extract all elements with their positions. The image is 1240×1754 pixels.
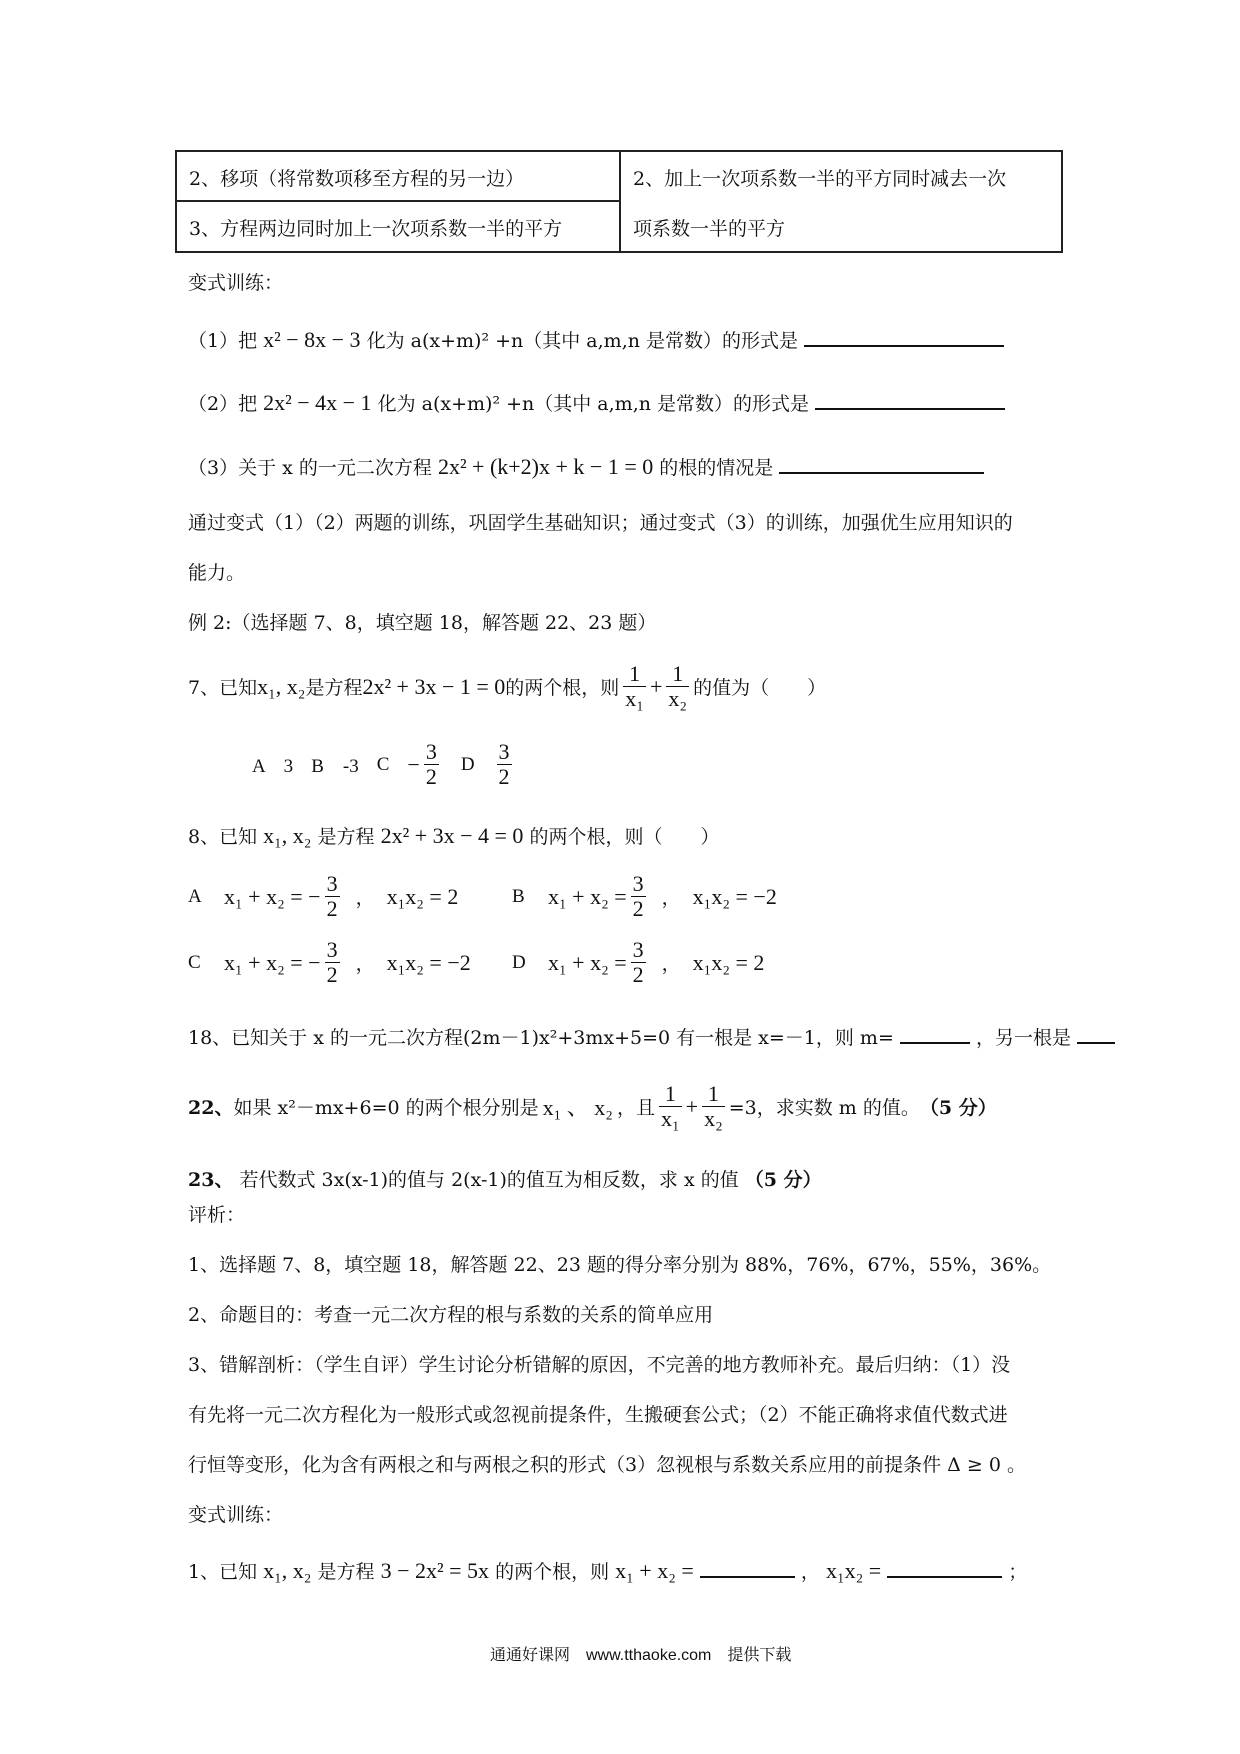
method-table [175, 150, 1063, 253]
q3-prefix: （3）关于 x 的一元二次方程 [188, 457, 432, 479]
q7-option-c-label: C [376, 753, 390, 775]
q8-option-d: D x₁ + x₂ = $\frac{3}{2}$ ， x₁x₂ = 2 [512, 937, 765, 987]
q8-mid: 是方程 [317, 826, 375, 848]
question-8 [188, 822, 719, 849]
q7-frac-1-over-x1: $\frac{1}{\text{x₁}}$ [625, 661, 644, 711]
section1-summary-line1: 通过变式（1）（2）两题的训练，巩固学生基础知识；通过变式（3）的训练，加强优生应用知识的 [188, 512, 1013, 534]
q8-suffix: 的两个根，则（ ） [529, 826, 720, 848]
s2q1-end: ； [1008, 1561, 1028, 1583]
question-18 [188, 1022, 1115, 1050]
q2-suffix: 化为 a(x+m)² +n（其中 a,m,n 是常数）的形式是 [377, 393, 810, 415]
q7-option-d-value: $\frac{3}{2}$ [498, 739, 510, 789]
q8-option-a: A x₁ + x₂ = − $\frac{3}{2}$ ， x₁x₂ = 2 [188, 871, 459, 921]
q3-answer-blank[interactable] [779, 452, 984, 474]
s2q1-equation: 3 − 2x² = 5x [380, 1558, 490, 1583]
q22-plus: + [685, 1093, 699, 1119]
section1-q2 [188, 388, 1005, 416]
q7-option-c-value: − $\frac{3}{2}$ [407, 739, 437, 789]
analysis-p3-line1: 3、错解剖析：（学生自评）学生讨论分析错解的原因，不完善的地方教师补充。最后归纳：（1）没 [188, 1354, 1011, 1376]
s2q1-vars: x₁, x₂ [263, 1558, 312, 1583]
question-23 [188, 1165, 822, 1192]
q7-option-a: A 3 [252, 756, 294, 777]
q18-mid: ，另一根是 [975, 1027, 1071, 1049]
q2-expression: 2x² − 4x − 1 [263, 390, 372, 415]
q22-score: （5 分） [919, 1097, 997, 1119]
q7-suffix: 的值为（ ） [693, 677, 827, 699]
table-left-row2: 3、方程两边同时加上一次项系数一半的平方 [189, 218, 563, 240]
s2q1-sum-blank[interactable] [700, 1556, 795, 1578]
table-right-line1: 2、加上一次项系数一半的平方同时减去一次 [633, 168, 1007, 190]
q22-text2: ，且 [616, 1097, 655, 1119]
q22-text1: 如果 x²－mx+6=0 的两个根分别是 [233, 1097, 539, 1119]
q8-option-b: B x₁ + x₂ = $\frac{3}{2}$ ， x₁x₂ = −2 [512, 871, 777, 921]
analysis-heading: 评析： [188, 1204, 246, 1226]
s2q1-mid: 是方程 [317, 1561, 375, 1583]
q7-plus: + [649, 673, 663, 699]
q3-suffix: 的根的情况是 [659, 457, 774, 479]
s2q1-mid2: 的两个根，则 [495, 1561, 610, 1583]
section2-q1 [188, 1556, 1027, 1584]
q18-root-blank[interactable] [1077, 1022, 1115, 1044]
q22-vars: x₁ 、 x₂ [542, 1095, 613, 1120]
q23-text: 若代数式 3x(x-1)的值与 2(x-1)的值互为相反数，求 x 的值 [239, 1169, 739, 1191]
s2q1-comma: ， [800, 1561, 820, 1583]
question-7 [188, 662, 826, 711]
table-right-line2: 项系数一半的平方 [633, 218, 786, 240]
q2-answer-blank[interactable] [815, 388, 1005, 410]
q7-frac-1-over-x2: $\frac{1}{\text{x₂}}$ [668, 661, 688, 711]
q22-frac-1-over-x2: $\frac{1}{\text{x₂}}$ [704, 1081, 723, 1131]
q18-text: 18、已知关于 x 的一元二次方程(2m－1)x²+3mx+5=0 有一根是 x=－1，则 m= [188, 1027, 894, 1049]
s2q1-product: x₁x₂ = [825, 1558, 882, 1583]
q8-prefix: 8、已知 [188, 826, 258, 848]
analysis-p3-line3: 行恒等变形，化为含有两根之和与两根之积的形式（3）忽视根与系数关系应用的前提条件 Δ ≥ 0 。 [188, 1454, 1026, 1476]
table-left-row1: 2、移项（将常数项移至方程的另一边） [189, 168, 525, 190]
question-22 [188, 1082, 997, 1131]
q7-equation: 2x² + 3x − 1 = 0 [362, 673, 506, 699]
q2-prefix: （2）把 [188, 393, 258, 415]
q1-prefix: （1）把 [188, 330, 258, 352]
q7-prefix: 7、已知 [188, 677, 258, 699]
example2-heading: 例 2:（选择题 7、8，填空题 18，解答题 22、23 题） [188, 612, 657, 634]
q7-vars: x₁, x₂ [257, 673, 306, 699]
section2-heading: 变式训练： [188, 1504, 284, 1526]
section1-q3 [188, 452, 984, 480]
table-divider-vertical [619, 152, 621, 251]
section1-summary-line2: 能力。 [188, 562, 246, 584]
q7-option-d-label: D [460, 753, 475, 775]
q7-option-b: B -3 [311, 756, 359, 777]
s2q1-sum: x₁ + x₂ = [615, 1558, 694, 1583]
s2q1-prefix: 1、已知 [188, 1561, 258, 1583]
q1-answer-blank[interactable] [804, 325, 1004, 347]
q8-option-c: C x₁ + x₂ = − $\frac{3}{2}$ ， x₁x₂ = −2 [188, 937, 471, 987]
q22-frac-1-over-x1: $\frac{1}{\text{x₁}}$ [660, 1081, 680, 1131]
q7-mid: 是方程 [305, 677, 363, 699]
s2q1-product-blank[interactable] [887, 1556, 1002, 1578]
q8-vars: x₁, x₂ [263, 823, 312, 848]
q1-expression: x² − 8x − 3 [263, 327, 361, 352]
analysis-p3-line2: 有先将一元二次方程化为一般形式或忽视前提条件，生搬硬套公式；（2）不能正确将求值代数式进 [188, 1404, 1008, 1426]
q8-equation: 2x² + 3x − 4 = 0 [380, 823, 524, 848]
q22-text3: =3，求实数 m 的值。 [728, 1097, 920, 1119]
q18-m-blank[interactable] [900, 1022, 970, 1044]
q22-number: 22、 [188, 1097, 234, 1119]
q23-number: 23、 [188, 1169, 234, 1191]
table-divider-horizontal [177, 200, 619, 202]
analysis-p2: 2、命题目的：考查一元二次方程的根与系数的关系的简单应用 [188, 1304, 714, 1326]
q7-mid2: 的两个根，则 [505, 677, 620, 699]
section1-q1 [188, 325, 1004, 353]
analysis-p1: 1、选择题 7、8，填空题 18，解答题 22、23 题的得分率分别为 88%，76%，67%，55%，36%。 [188, 1254, 1052, 1276]
q23-score: （5 分） [744, 1169, 822, 1191]
q7-options [252, 740, 516, 789]
page-footer: 通通好课网 www.tthaoke.com 提供下载 [490, 1647, 792, 1664]
q3-expression: 2x² + (k+2)x + k − 1 = 0 [437, 454, 654, 479]
section1-heading: 变式训练： [188, 272, 284, 294]
q1-suffix: 化为 a(x+m)² +n（其中 a,m,n 是常数）的形式是 [366, 330, 799, 352]
